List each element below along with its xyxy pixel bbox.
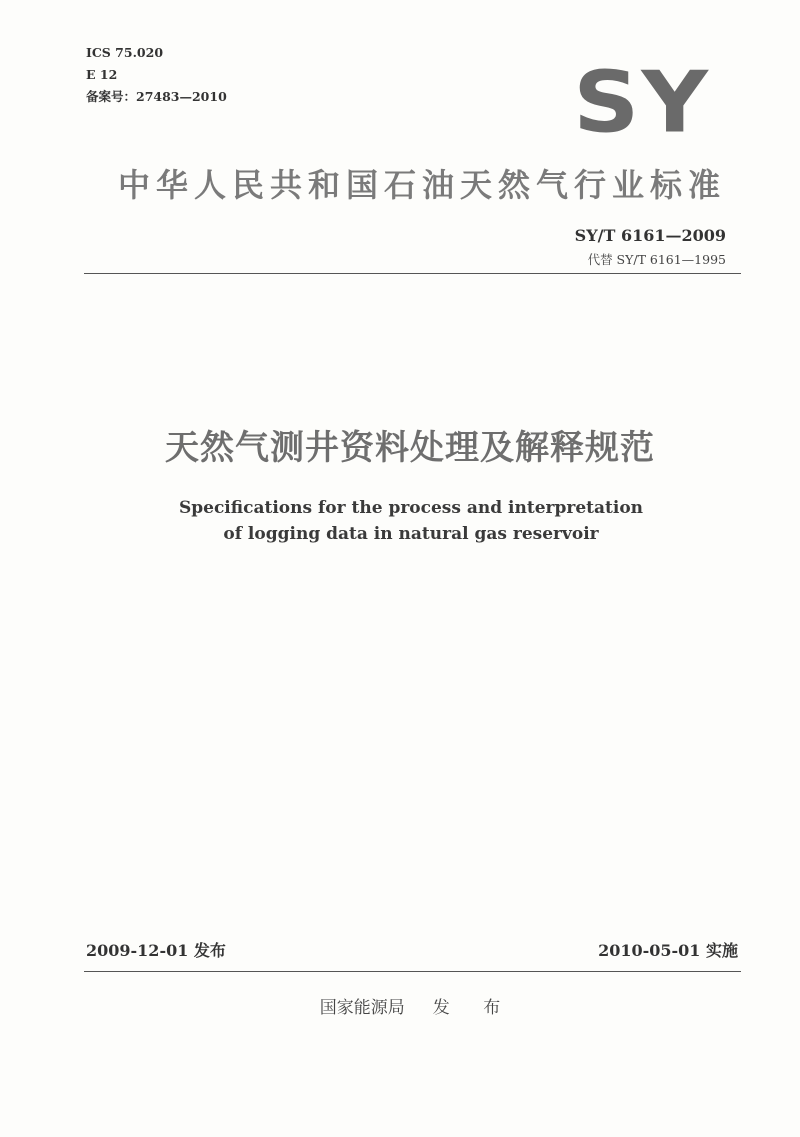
publisher-name: 国家能源局	[319, 998, 405, 1018]
publisher-line	[0, 993, 800, 1018]
title-english-line1: Specifications for the process and interpretation	[178, 498, 644, 518]
issue-date: 2009-12-01 发布	[86, 941, 226, 960]
bottom-divider	[84, 971, 741, 972]
implementation-date: 2010-05-01 实施	[598, 941, 738, 960]
title-chinese: 天然气测井资料处理及解释规范	[165, 428, 655, 468]
sy-logo: SY	[573, 53, 710, 152]
replaces-standard: 代替 SY/T 6161—1995	[587, 252, 726, 267]
classification-code: E 12	[86, 67, 118, 82]
record-number: 备案号：27483—2010	[86, 89, 227, 104]
org-title: 中华人民共和国石油天然气行业标准	[118, 166, 727, 204]
publisher-action: 发 布	[432, 998, 501, 1018]
ics-code: ICS 75.020	[86, 45, 164, 60]
title-english-line2: of logging data in natural gas reservoir	[223, 524, 599, 544]
top-divider	[84, 273, 741, 274]
standard-number: SY/T 6161—2009	[574, 226, 726, 245]
